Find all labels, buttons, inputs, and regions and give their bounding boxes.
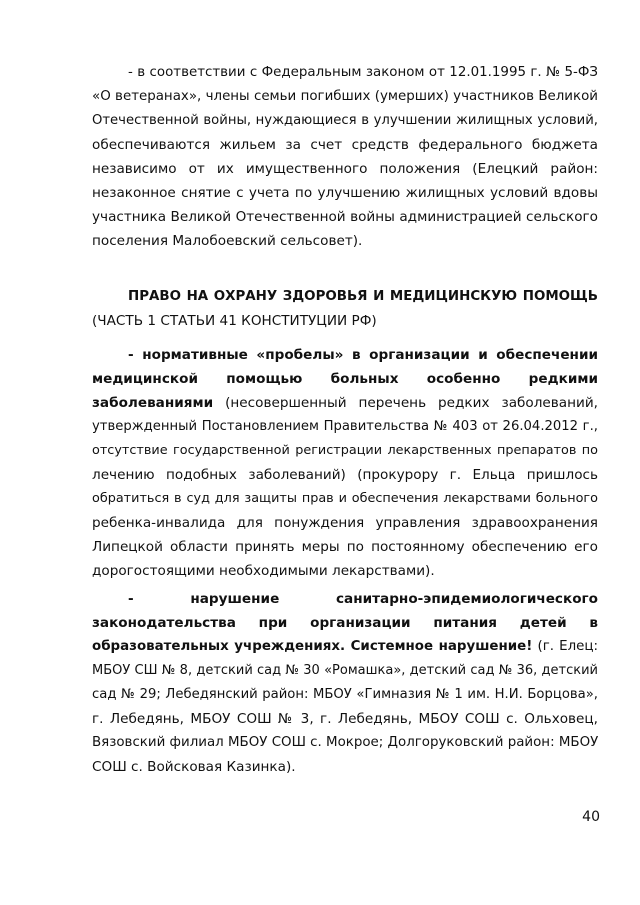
bold-term: заболеваниями (92, 395, 214, 411)
text-line: поселения Малобоевский сельсовет). (92, 233, 363, 249)
heading-title: ПРАВО НА ОХРАНУ ЗДОРОВЬЯ И МЕДИЦИНСКУЮ ПОМОЩЬ (128, 289, 598, 304)
text-line: медицинской помощью больных особенно редкими (92, 371, 598, 387)
text-line: Вязовский филиал МБОУ СОШ с. Мокрое; Долгоруковский район: МБОУ (92, 735, 599, 750)
text-line: Отечественной войны, нуждающиеся в улучшении жилищных условий, (92, 113, 598, 128)
text-run: (несовершенный перечень редких заболеваний, (213, 395, 598, 411)
text-run: (г. Елец: (532, 639, 598, 654)
page-number: 40 (582, 809, 600, 825)
text-line: обеспечиваются жильем за счет средств федерального бюджета (92, 137, 598, 153)
text-line: «О ветеранах», члены семьи погибших (умерших) участников Великой (92, 89, 598, 104)
text-line: - нарушение санитарно-эпидемиологического (128, 591, 598, 607)
text-line: Липецкой области принять меры по постоянному обеспечению его (92, 539, 598, 555)
text-line: лечению подобных заболеваний) (прокурору г. Ельца пришлось (92, 467, 598, 483)
text-line (92, 395, 598, 411)
text-line: ребенка-инвалида для понуждения управления здравоохранения (92, 515, 598, 531)
bold-term: образовательных учреждениях. Системное нарушение! (92, 639, 533, 654)
text-line: СОШ с. Войсковая Казинка). (92, 759, 296, 775)
text-line: МБОУ СШ № 8, детский сад № 30 «Ромашка», детский сад № 36, детский (92, 663, 598, 678)
heading-subtitle: (ЧАСТЬ 1 СТАТЬИ 41 КОНСТИТУЦИИ РФ) (92, 313, 377, 329)
text-line: - нормативные «пробелы» в организации и обеспечении (128, 347, 598, 363)
text-line (92, 639, 598, 655)
text-line: г. Лебедянь, МБОУ СОШ № 3, г. Лебедянь, МБОУ СОШ с. Ольховец, (92, 711, 598, 727)
text-line: утвержденный Постановлением Правительства № 403 от 26.04.2012 г., (92, 419, 598, 434)
text-line: дорогостоящими необходимыми лекарствами). (92, 563, 435, 579)
text-line: - в соответствии с Федеральным законом от 12.01.1995 г. № 5-ФЗ (128, 65, 598, 80)
text-line: отсутствие государственной регистрации лекарственных препаратов по (92, 443, 598, 458)
text-line: законодательства при организации питания детей в (92, 615, 598, 631)
text-line: незаконное снятие с учета по улучшению жилищных условий вдовы (92, 185, 598, 201)
text-line: независимо от их имущественного положения (Елецкий район: (92, 161, 598, 177)
text-line: участника Великой Отечественной войны администрацией сельского (92, 209, 598, 225)
text-line: сад № 29; Лебедянский район: МБОУ «Гимназия № 1 им. Н.И. Борцова», (92, 687, 598, 702)
text-line: обратиться в суд для защиты прав и обеспечения лекарствами больного (92, 491, 598, 506)
